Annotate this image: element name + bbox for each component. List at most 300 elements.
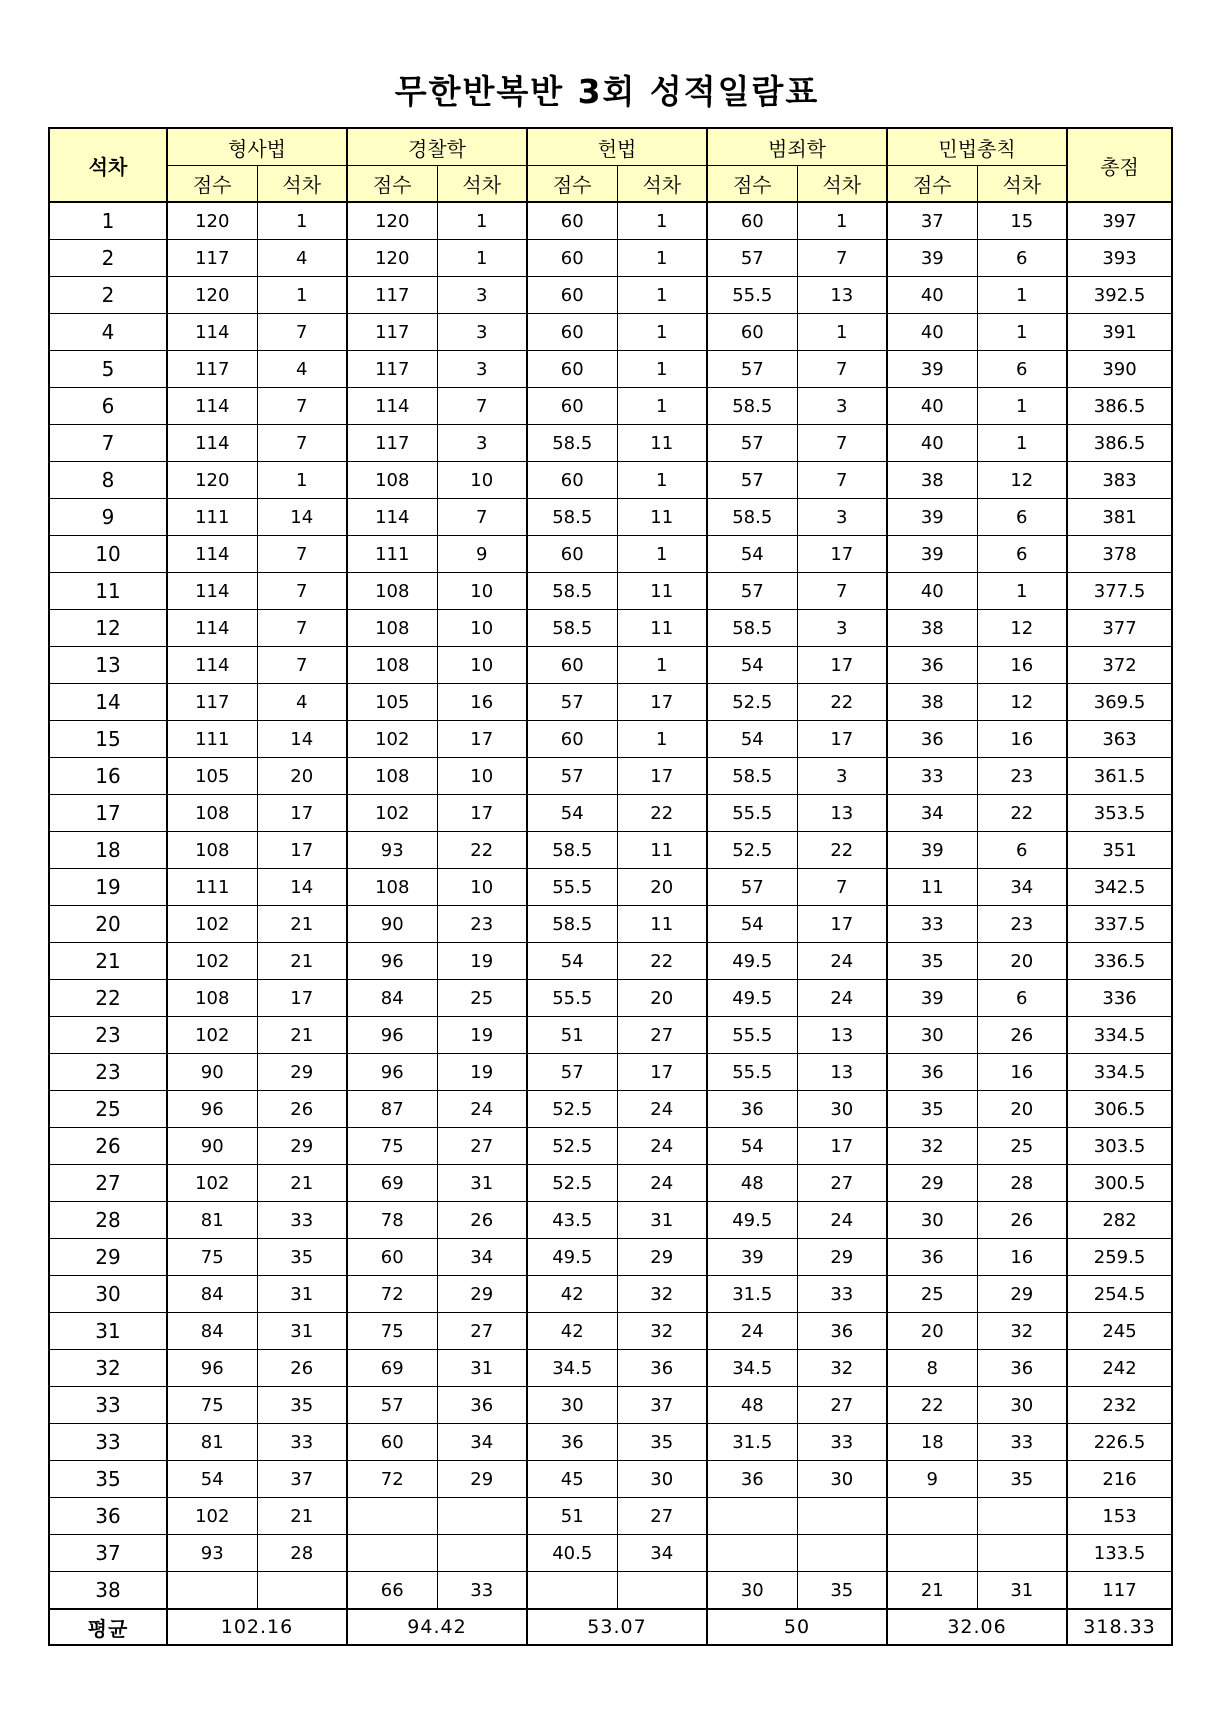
criminology-rank-cell: 33 bbox=[797, 1424, 887, 1461]
police-science-score-cell: 69 bbox=[347, 1165, 437, 1202]
civil-law-score-cell: 38 bbox=[887, 684, 977, 721]
civil-law-rank-cell: 6 bbox=[977, 536, 1067, 573]
total-score-cell: 242 bbox=[1067, 1350, 1172, 1387]
police-science-rank-cell: 7 bbox=[437, 388, 527, 425]
criminal-law-score-cell: 114 bbox=[167, 573, 257, 610]
criminal-law-rank-cell: 29 bbox=[257, 1054, 347, 1091]
criminology-score-cell: 58.5 bbox=[707, 388, 797, 425]
table-row bbox=[49, 1313, 1172, 1350]
criminal-law-rank-cell: 4 bbox=[257, 684, 347, 721]
constitution-score-cell: 60 bbox=[527, 462, 617, 499]
criminology-rank-cell: 30 bbox=[797, 1461, 887, 1498]
table-row bbox=[49, 573, 1172, 610]
civil-law-rank-cell: 6 bbox=[977, 240, 1067, 277]
civil-law-score-cell: 33 bbox=[887, 758, 977, 795]
table-row bbox=[49, 277, 1172, 314]
criminology-score-cell: 57 bbox=[707, 425, 797, 462]
rank-cell: 30 bbox=[49, 1276, 167, 1313]
criminology-rank-cell: 7 bbox=[797, 462, 887, 499]
civil-law-rank-cell: 6 bbox=[977, 351, 1067, 388]
table-row bbox=[49, 610, 1172, 647]
constitution-score-cell: 49.5 bbox=[527, 1239, 617, 1276]
constitution-score-cell: 52.5 bbox=[527, 1128, 617, 1165]
constitution-score-cell: 51 bbox=[527, 1498, 617, 1535]
police-science-score-cell: 120 bbox=[347, 202, 437, 240]
civil-law-rank-cell: 35 bbox=[977, 1461, 1067, 1498]
criminology-rank-cell: 7 bbox=[797, 240, 887, 277]
criminology-score-cell: 55.5 bbox=[707, 277, 797, 314]
table-body bbox=[49, 202, 1172, 1609]
criminology-score-cell: 36 bbox=[707, 1461, 797, 1498]
criminal-law-score-cell: 117 bbox=[167, 240, 257, 277]
total-score-cell: 383 bbox=[1067, 462, 1172, 499]
total-score-cell: 216 bbox=[1067, 1461, 1172, 1498]
civil-law-rank-cell: 23 bbox=[977, 906, 1067, 943]
police-science-score-cell: 87 bbox=[347, 1091, 437, 1128]
police-science-rank-cell: 1 bbox=[437, 202, 527, 240]
total-score-cell: 372 bbox=[1067, 647, 1172, 684]
police-science-rank-cell: 19 bbox=[437, 1017, 527, 1054]
criminal-law-score-cell: 120 bbox=[167, 462, 257, 499]
rank-cell: 17 bbox=[49, 795, 167, 832]
civil-law-score-cell: 38 bbox=[887, 462, 977, 499]
constitution-rank-cell: 1 bbox=[617, 277, 707, 314]
police-science-score-cell: 114 bbox=[347, 388, 437, 425]
criminal-law-score-cell: 84 bbox=[167, 1313, 257, 1350]
criminology-score-cell: 24 bbox=[707, 1313, 797, 1350]
table-row bbox=[49, 1535, 1172, 1572]
total-score-cell: 306.5 bbox=[1067, 1091, 1172, 1128]
criminology-score-cell: 49.5 bbox=[707, 1202, 797, 1239]
rank-cell: 35 bbox=[49, 1461, 167, 1498]
constitution-score-cell: 60 bbox=[527, 240, 617, 277]
constitution-score-cell: 54 bbox=[527, 795, 617, 832]
constitution-rank-cell: 1 bbox=[617, 388, 707, 425]
criminology-rank-cell bbox=[797, 1535, 887, 1572]
average-police-science: 94.42 bbox=[347, 1609, 527, 1645]
criminology-score-cell: 52.5 bbox=[707, 684, 797, 721]
score-subheader: 점수 bbox=[707, 166, 797, 203]
table-row bbox=[49, 1054, 1172, 1091]
criminology-rank-cell: 27 bbox=[797, 1165, 887, 1202]
total-score-cell: 334.5 bbox=[1067, 1017, 1172, 1054]
criminal-law-score-cell: 111 bbox=[167, 869, 257, 906]
police-science-rank-cell: 34 bbox=[437, 1424, 527, 1461]
police-science-rank-cell: 27 bbox=[437, 1128, 527, 1165]
police-science-score-cell: 96 bbox=[347, 1054, 437, 1091]
criminal-law-score-cell: 108 bbox=[167, 980, 257, 1017]
civil-law-rank-cell: 1 bbox=[977, 425, 1067, 462]
criminal-law-rank-cell: 21 bbox=[257, 943, 347, 980]
civil-law-score-cell: 36 bbox=[887, 1054, 977, 1091]
criminal-law-rank-cell: 14 bbox=[257, 869, 347, 906]
rank-column-header: 석차 bbox=[49, 128, 167, 202]
rank-cell: 31 bbox=[49, 1313, 167, 1350]
criminology-rank-cell: 13 bbox=[797, 795, 887, 832]
constitution-score-cell: 54 bbox=[527, 943, 617, 980]
table-row bbox=[49, 943, 1172, 980]
average-label: 평균 bbox=[49, 1609, 167, 1645]
criminal-law-score-cell: 102 bbox=[167, 943, 257, 980]
rank-cell: 4 bbox=[49, 314, 167, 351]
constitution-rank-cell: 20 bbox=[617, 869, 707, 906]
civil-law-score-cell: 35 bbox=[887, 1091, 977, 1128]
total-score-cell: 397 bbox=[1067, 202, 1172, 240]
total-score-cell: 232 bbox=[1067, 1387, 1172, 1424]
average-constitution: 53.07 bbox=[527, 1609, 707, 1645]
constitution-rank-cell: 1 bbox=[617, 240, 707, 277]
criminology-score-cell: 57 bbox=[707, 869, 797, 906]
criminology-score-cell: 60 bbox=[707, 314, 797, 351]
civil-law-score-cell: 18 bbox=[887, 1424, 977, 1461]
civil-law-rank-cell: 30 bbox=[977, 1387, 1067, 1424]
civil-law-score-cell: 40 bbox=[887, 425, 977, 462]
total-score-cell: 334.5 bbox=[1067, 1054, 1172, 1091]
table-row bbox=[49, 1017, 1172, 1054]
rank-cell: 21 bbox=[49, 943, 167, 980]
constitution-rank-cell bbox=[617, 1572, 707, 1610]
criminal-law-rank-cell: 26 bbox=[257, 1350, 347, 1387]
criminal-law-rank-cell: 29 bbox=[257, 1128, 347, 1165]
civil-law-score-cell: 9 bbox=[887, 1461, 977, 1498]
constitution-rank-cell: 36 bbox=[617, 1350, 707, 1387]
constitution-score-cell: 40.5 bbox=[527, 1535, 617, 1572]
police-science-score-cell: 108 bbox=[347, 647, 437, 684]
criminal-law-score-cell: 114 bbox=[167, 388, 257, 425]
police-science-rank-cell: 22 bbox=[437, 832, 527, 869]
grade-table bbox=[48, 127, 1173, 1646]
constitution-score-cell: 60 bbox=[527, 351, 617, 388]
police-science-score-cell: 69 bbox=[347, 1350, 437, 1387]
police-science-rank-cell: 16 bbox=[437, 684, 527, 721]
civil-law-rank-cell: 12 bbox=[977, 610, 1067, 647]
constitution-rank-cell: 11 bbox=[617, 906, 707, 943]
criminal-law-rank-cell: 21 bbox=[257, 1165, 347, 1202]
rank-subheader: 석차 bbox=[977, 166, 1067, 203]
rank-cell: 32 bbox=[49, 1350, 167, 1387]
subject-header-civil-law: 민법총칙 bbox=[887, 128, 1067, 166]
page-title: 무한반복반 3회 성적일람표 bbox=[394, 72, 820, 111]
rank-cell: 1 bbox=[49, 202, 167, 240]
criminology-rank-cell: 7 bbox=[797, 425, 887, 462]
table-row bbox=[49, 202, 1172, 240]
criminal-law-rank-cell: 7 bbox=[257, 573, 347, 610]
civil-law-rank-cell: 31 bbox=[977, 1572, 1067, 1610]
police-science-score-cell: 72 bbox=[347, 1461, 437, 1498]
total-score-cell: 336 bbox=[1067, 980, 1172, 1017]
criminal-law-score-cell: 96 bbox=[167, 1350, 257, 1387]
police-science-score-cell: 102 bbox=[347, 795, 437, 832]
civil-law-score-cell: 8 bbox=[887, 1350, 977, 1387]
criminology-score-cell: 58.5 bbox=[707, 610, 797, 647]
police-science-score-cell: 93 bbox=[347, 832, 437, 869]
criminal-law-rank-cell: 7 bbox=[257, 647, 347, 684]
criminology-rank-cell: 3 bbox=[797, 388, 887, 425]
rank-cell: 15 bbox=[49, 721, 167, 758]
total-score-cell: 337.5 bbox=[1067, 906, 1172, 943]
constitution-score-cell: 51 bbox=[527, 1017, 617, 1054]
table-row bbox=[49, 1498, 1172, 1535]
criminal-law-rank-cell: 4 bbox=[257, 351, 347, 388]
constitution-score-cell: 60 bbox=[527, 647, 617, 684]
rank-cell: 28 bbox=[49, 1202, 167, 1239]
criminology-score-cell: 52.5 bbox=[707, 832, 797, 869]
table-row bbox=[49, 1276, 1172, 1313]
criminology-score-cell: 57 bbox=[707, 573, 797, 610]
criminology-rank-cell bbox=[797, 1498, 887, 1535]
police-science-score-cell: 57 bbox=[347, 1387, 437, 1424]
total-score-cell: 390 bbox=[1067, 351, 1172, 388]
civil-law-rank-cell: 28 bbox=[977, 1165, 1067, 1202]
criminal-law-rank-cell: 7 bbox=[257, 425, 347, 462]
criminal-law-rank-cell: 1 bbox=[257, 202, 347, 240]
police-science-rank-cell: 9 bbox=[437, 536, 527, 573]
total-score-cell: 353.5 bbox=[1067, 795, 1172, 832]
civil-law-score-cell: 11 bbox=[887, 869, 977, 906]
criminal-law-score-cell: 105 bbox=[167, 758, 257, 795]
table-row bbox=[49, 869, 1172, 906]
police-science-rank-cell: 7 bbox=[437, 499, 527, 536]
score-subheader: 점수 bbox=[527, 166, 617, 203]
table-row bbox=[49, 684, 1172, 721]
constitution-score-cell: 60 bbox=[527, 202, 617, 240]
subject-header-police-science: 경찰학 bbox=[347, 128, 527, 166]
criminology-score-cell: 30 bbox=[707, 1572, 797, 1610]
civil-law-rank-cell: 12 bbox=[977, 462, 1067, 499]
criminal-law-score-cell: 75 bbox=[167, 1239, 257, 1276]
criminal-law-score-cell: 84 bbox=[167, 1276, 257, 1313]
rank-cell: 16 bbox=[49, 758, 167, 795]
table-row bbox=[49, 795, 1172, 832]
criminology-rank-cell: 17 bbox=[797, 647, 887, 684]
criminal-law-rank-cell: 28 bbox=[257, 1535, 347, 1572]
criminology-rank-cell: 13 bbox=[797, 1054, 887, 1091]
constitution-score-cell: 36 bbox=[527, 1424, 617, 1461]
criminal-law-rank-cell: 7 bbox=[257, 536, 347, 573]
criminal-law-rank-cell: 31 bbox=[257, 1276, 347, 1313]
rank-cell: 26 bbox=[49, 1128, 167, 1165]
criminal-law-rank-cell: 37 bbox=[257, 1461, 347, 1498]
police-science-score-cell: 108 bbox=[347, 462, 437, 499]
civil-law-score-cell: 29 bbox=[887, 1165, 977, 1202]
total-score-cell: 300.5 bbox=[1067, 1165, 1172, 1202]
average-total: 318.33 bbox=[1067, 1609, 1172, 1645]
police-science-score-cell: 108 bbox=[347, 610, 437, 647]
total-score-cell: 377 bbox=[1067, 610, 1172, 647]
criminology-score-cell: 48 bbox=[707, 1165, 797, 1202]
police-science-score-cell: 105 bbox=[347, 684, 437, 721]
constitution-score-cell: 42 bbox=[527, 1276, 617, 1313]
criminal-law-rank-cell: 7 bbox=[257, 388, 347, 425]
table-row bbox=[49, 1239, 1172, 1276]
criminal-law-rank-cell: 21 bbox=[257, 1017, 347, 1054]
total-score-cell: 282 bbox=[1067, 1202, 1172, 1239]
police-science-rank-cell: 17 bbox=[437, 721, 527, 758]
score-subheader: 점수 bbox=[887, 166, 977, 203]
constitution-score-cell: 60 bbox=[527, 277, 617, 314]
constitution-rank-cell: 11 bbox=[617, 610, 707, 647]
criminology-score-cell bbox=[707, 1498, 797, 1535]
police-science-rank-cell: 36 bbox=[437, 1387, 527, 1424]
criminal-law-rank-cell: 17 bbox=[257, 795, 347, 832]
constitution-score-cell: 58.5 bbox=[527, 610, 617, 647]
constitution-score-cell: 58.5 bbox=[527, 832, 617, 869]
criminal-law-rank-cell: 17 bbox=[257, 832, 347, 869]
criminal-law-rank-cell: 33 bbox=[257, 1202, 347, 1239]
constitution-rank-cell: 11 bbox=[617, 573, 707, 610]
criminal-law-score-cell bbox=[167, 1572, 257, 1610]
civil-law-rank-cell: 1 bbox=[977, 388, 1067, 425]
total-score-cell: 393 bbox=[1067, 240, 1172, 277]
rank-cell: 19 bbox=[49, 869, 167, 906]
average-criminal-law: 102.16 bbox=[167, 1609, 347, 1645]
criminology-score-cell: 36 bbox=[707, 1091, 797, 1128]
criminology-rank-cell: 30 bbox=[797, 1091, 887, 1128]
civil-law-rank-cell: 26 bbox=[977, 1017, 1067, 1054]
criminal-law-score-cell: 120 bbox=[167, 202, 257, 240]
police-science-score-cell: 96 bbox=[347, 1017, 437, 1054]
table-row bbox=[49, 425, 1172, 462]
table-row bbox=[49, 980, 1172, 1017]
score-subheader: 점수 bbox=[347, 166, 437, 203]
civil-law-score-cell: 40 bbox=[887, 314, 977, 351]
police-science-score-cell: 108 bbox=[347, 758, 437, 795]
police-science-rank-cell bbox=[437, 1535, 527, 1572]
rank-cell: 38 bbox=[49, 1572, 167, 1610]
civil-law-rank-cell: 6 bbox=[977, 832, 1067, 869]
rank-subheader: 석차 bbox=[437, 166, 527, 203]
police-science-score-cell: 117 bbox=[347, 351, 437, 388]
police-science-rank-cell: 19 bbox=[437, 943, 527, 980]
police-science-rank-cell: 1 bbox=[437, 240, 527, 277]
table-row bbox=[49, 1350, 1172, 1387]
criminology-score-cell: 34.5 bbox=[707, 1350, 797, 1387]
rank-cell: 11 bbox=[49, 573, 167, 610]
civil-law-rank-cell: 12 bbox=[977, 684, 1067, 721]
table-row bbox=[49, 1128, 1172, 1165]
constitution-rank-cell: 24 bbox=[617, 1165, 707, 1202]
table-row bbox=[49, 647, 1172, 684]
criminology-score-cell: 49.5 bbox=[707, 980, 797, 1017]
civil-law-rank-cell: 20 bbox=[977, 1091, 1067, 1128]
police-science-rank-cell: 26 bbox=[437, 1202, 527, 1239]
criminal-law-score-cell: 96 bbox=[167, 1091, 257, 1128]
criminal-law-rank-cell: 20 bbox=[257, 758, 347, 795]
constitution-score-cell: 55.5 bbox=[527, 980, 617, 1017]
constitution-score-cell: 58.5 bbox=[527, 425, 617, 462]
police-science-rank-cell: 3 bbox=[437, 425, 527, 462]
criminology-rank-cell: 7 bbox=[797, 351, 887, 388]
constitution-rank-cell: 24 bbox=[617, 1091, 707, 1128]
constitution-rank-cell: 31 bbox=[617, 1202, 707, 1239]
criminal-law-score-cell: 117 bbox=[167, 351, 257, 388]
civil-law-score-cell: 33 bbox=[887, 906, 977, 943]
police-science-rank-cell: 29 bbox=[437, 1276, 527, 1313]
civil-law-score-cell: 36 bbox=[887, 721, 977, 758]
subject-header-criminal-law: 형사법 bbox=[167, 128, 347, 166]
constitution-rank-cell: 1 bbox=[617, 647, 707, 684]
constitution-rank-cell: 22 bbox=[617, 795, 707, 832]
total-score-cell: 259.5 bbox=[1067, 1239, 1172, 1276]
police-science-rank-cell: 10 bbox=[437, 647, 527, 684]
police-science-score-cell: 75 bbox=[347, 1313, 437, 1350]
police-science-rank-cell: 31 bbox=[437, 1350, 527, 1387]
criminology-rank-cell: 32 bbox=[797, 1350, 887, 1387]
constitution-rank-cell: 1 bbox=[617, 462, 707, 499]
rank-cell: 10 bbox=[49, 536, 167, 573]
criminology-score-cell: 54 bbox=[707, 1128, 797, 1165]
rank-cell: 20 bbox=[49, 906, 167, 943]
civil-law-rank-cell: 22 bbox=[977, 795, 1067, 832]
criminology-rank-cell: 24 bbox=[797, 980, 887, 1017]
criminology-rank-cell: 17 bbox=[797, 1128, 887, 1165]
rank-cell: 6 bbox=[49, 388, 167, 425]
constitution-rank-cell: 1 bbox=[617, 202, 707, 240]
civil-law-rank-cell: 34 bbox=[977, 869, 1067, 906]
table-row bbox=[49, 1424, 1172, 1461]
rank-cell: 9 bbox=[49, 499, 167, 536]
civil-law-score-cell: 36 bbox=[887, 647, 977, 684]
total-score-cell: 153 bbox=[1067, 1498, 1172, 1535]
total-score-cell: 361.5 bbox=[1067, 758, 1172, 795]
criminal-law-score-cell: 102 bbox=[167, 1165, 257, 1202]
criminology-rank-cell: 13 bbox=[797, 277, 887, 314]
constitution-score-cell: 57 bbox=[527, 758, 617, 795]
table-row bbox=[49, 462, 1172, 499]
police-science-score-cell: 108 bbox=[347, 573, 437, 610]
civil-law-rank-cell: 29 bbox=[977, 1276, 1067, 1313]
table-row bbox=[49, 499, 1172, 536]
criminology-rank-cell: 22 bbox=[797, 832, 887, 869]
civil-law-rank-cell bbox=[977, 1498, 1067, 1535]
civil-law-score-cell: 40 bbox=[887, 277, 977, 314]
criminal-law-rank-cell: 7 bbox=[257, 314, 347, 351]
total-score-cell: 342.5 bbox=[1067, 869, 1172, 906]
police-science-rank-cell: 34 bbox=[437, 1239, 527, 1276]
total-score-cell: 351 bbox=[1067, 832, 1172, 869]
criminal-law-rank-cell: 35 bbox=[257, 1239, 347, 1276]
criminology-score-cell: 58.5 bbox=[707, 499, 797, 536]
police-science-rank-cell: 31 bbox=[437, 1165, 527, 1202]
police-science-score-cell: 78 bbox=[347, 1202, 437, 1239]
rank-cell: 2 bbox=[49, 277, 167, 314]
civil-law-score-cell: 39 bbox=[887, 240, 977, 277]
police-science-score-cell: 90 bbox=[347, 906, 437, 943]
constitution-rank-cell: 27 bbox=[617, 1017, 707, 1054]
total-score-cell: 226.5 bbox=[1067, 1424, 1172, 1461]
criminal-law-score-cell: 102 bbox=[167, 1498, 257, 1535]
constitution-score-cell: 30 bbox=[527, 1387, 617, 1424]
police-science-rank-cell: 10 bbox=[437, 462, 527, 499]
criminology-rank-cell: 27 bbox=[797, 1387, 887, 1424]
table-row bbox=[49, 1461, 1172, 1498]
table-row bbox=[49, 240, 1172, 277]
rank-cell: 33 bbox=[49, 1387, 167, 1424]
criminal-law-score-cell: 114 bbox=[167, 314, 257, 351]
rank-cell: 37 bbox=[49, 1535, 167, 1572]
table-row bbox=[49, 314, 1172, 351]
criminology-rank-cell: 7 bbox=[797, 573, 887, 610]
average-criminology: 50 bbox=[707, 1609, 887, 1645]
table-row bbox=[49, 1091, 1172, 1128]
civil-law-score-cell: 39 bbox=[887, 536, 977, 573]
criminal-law-score-cell: 114 bbox=[167, 647, 257, 684]
criminology-score-cell: 57 bbox=[707, 240, 797, 277]
police-science-rank-cell: 10 bbox=[437, 758, 527, 795]
rank-cell: 23 bbox=[49, 1017, 167, 1054]
criminology-rank-cell: 36 bbox=[797, 1313, 887, 1350]
total-score-cell: 245 bbox=[1067, 1313, 1172, 1350]
